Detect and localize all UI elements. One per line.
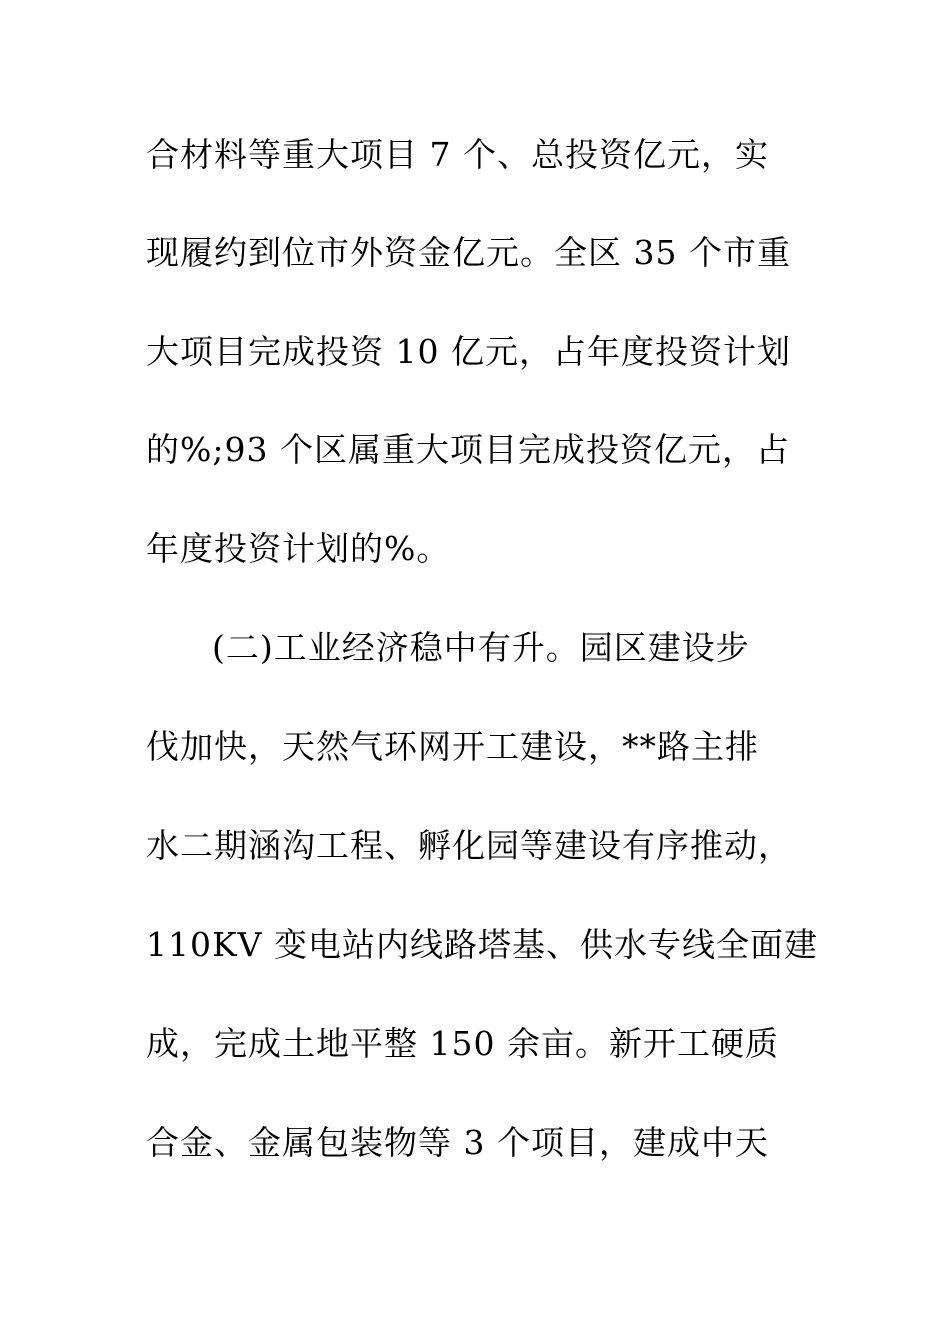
paragraph-line: 伐加快，天然气环网开工建设，**路主排 xyxy=(146,727,759,766)
paragraph-line: 现履约到位市外资金亿元。全区 35 个市重 xyxy=(146,233,791,272)
paragraph-line: 成，完成土地平整 150 余亩。新开工硬质 xyxy=(146,1024,779,1063)
section-heading-line: (二)工业经济稳中有升。园区建设步 xyxy=(212,628,750,667)
paragraph-line: 水二期涵沟工程、孵化园等建设有序推动， xyxy=(146,826,792,865)
paragraph-line: 合材料等重大项目 7 个、总投资亿元，实 xyxy=(146,135,769,174)
paragraph-line: 年度投资计划的%。 xyxy=(146,529,451,568)
paragraph-line: 合金、金属包装物等 3 个项目，建成中天 xyxy=(146,1123,769,1162)
paragraph-line: 110KV 变电站内线路塔基、供水专线全面建 xyxy=(146,925,818,964)
paragraph-line: 的%;93 个区属重大项目完成投资亿元，占 xyxy=(146,430,790,469)
paragraph-line: 大项目完成投资 10 亿元，占年度投资计划 xyxy=(146,332,791,371)
